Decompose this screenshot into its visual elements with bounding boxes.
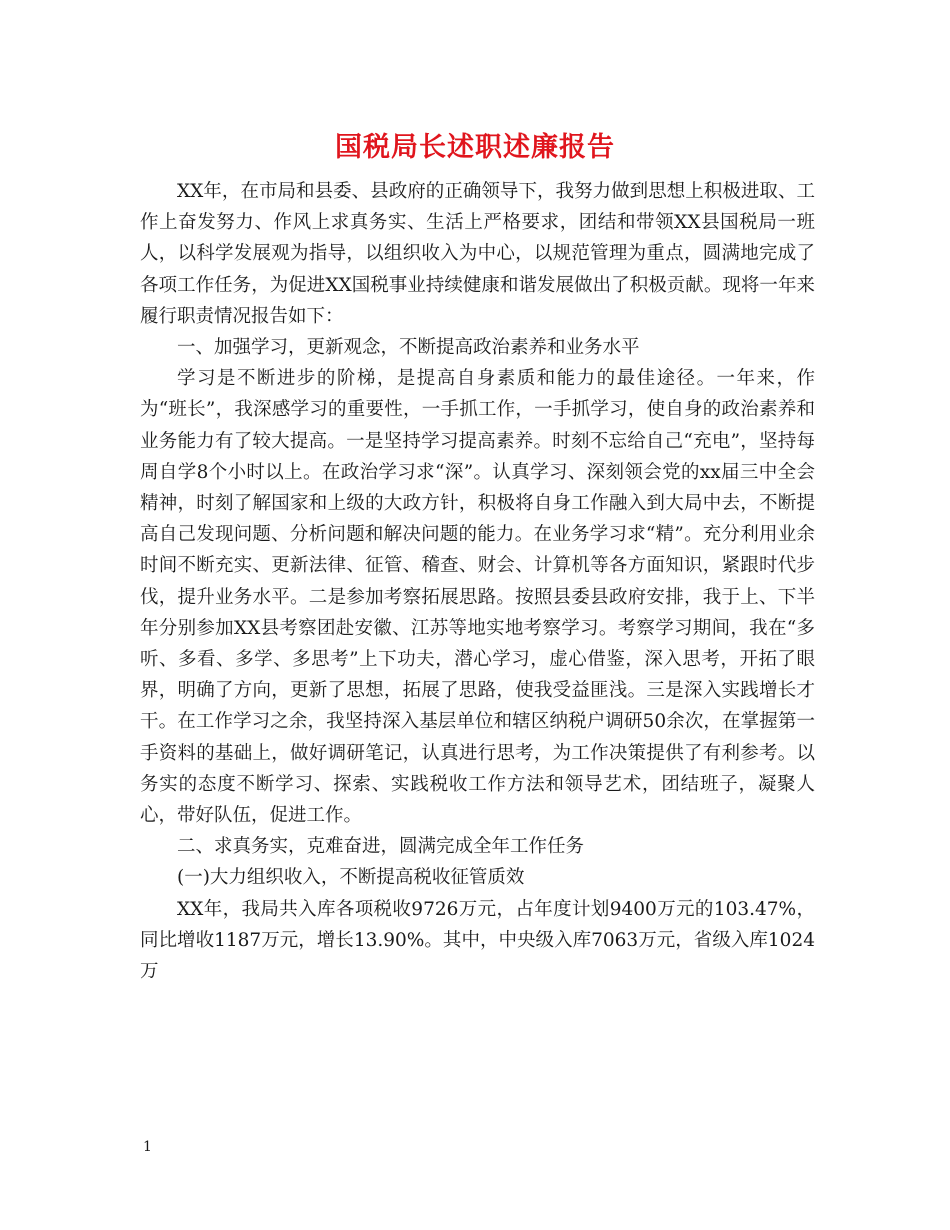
section-heading-1: 一、加强学习，更新观念，不断提高政治素养和业务水平: [177, 337, 640, 359]
paragraph-intro: XX年，在市局和县委、县政府的正确领导下，我努力做到思想上积极进取、工作上奋发努力、作风上求真务实、生活上严格要求，团结和带领XX县国税局一班人，以科学发展观为指导，以组织收入为中心，以规范管理为重点，圆满地完成了各项工作任务，为促进XX国税事业持续健康和谐发展做出了积极贡献。现将一年来履行职责情况报告如下：: [140, 181, 815, 327]
paragraph-revenue: XX年，我局共入库各项税收9726万元，占年度计划9400万元的103.47%，同比增收1187万元，增长13.90%。其中，中央级入库7063万元，省级入库1024万: [140, 898, 815, 983]
paragraph-study: 学习是不断进步的阶梯，是提高自身素质和能力的最佳途径。一年来，作为“班长”，我深感学习的重要性，一手抓工作，一手抓学习，使自身的政治素养和业务能力有了较大提高。一是坚持学习提高素养。时刻不忘给自己“充电”，坚持每周自学8个小时以上。在政治学习求“深”。认真学习、深刻领会党的xx届三中全会精神，时刻了解国家和上级的大政方针，积极将自身工作融入到大局中去，不断提高自己发现问题、分析问题和解决问题的能力。在业务学习求“精”。充分利用业余时间不断充实、更新法律、征管、稽查、财会、计算机等各方面知识，紧跟时代步伐，提升业务水平。二是参加考察拓展思路。按照县委县政府安排，我于上、下半年分别参加XX县考察团赴安徽、江苏等地实地考察学习。考察学习期间，我在“多听、多看、多学、多思考”上下功夫，潜心学习，虚心借鉴，深入思考，开拓了眼界，明确了方向，更新了思想，拓展了思路，使我受益匪浅。三是深入实践增长才干。在工作学习之余，我坚持深入基层单位和辖区纳税户调研50余次，在掌握第一手资料的基础上，做好调研笔记，认真进行思考，为工作决策提供了有利参考。以务实的态度不断学习、探索、实践税收工作方法和领导艺术，团结班子，凝聚人心，带好队伍，促进工作。: [140, 368, 815, 827]
subsection-heading-1: (一)大力组织收入，不断提高税收征管质效: [177, 867, 525, 889]
section-heading-2: 二、求真务实，克难奋进，圆满完成全年工作任务: [177, 836, 585, 858]
document-title: 国税局长述职述廉报告: [335, 132, 615, 163]
page-number: 1: [143, 1139, 152, 1155]
document-body: [140, 176, 815, 987]
